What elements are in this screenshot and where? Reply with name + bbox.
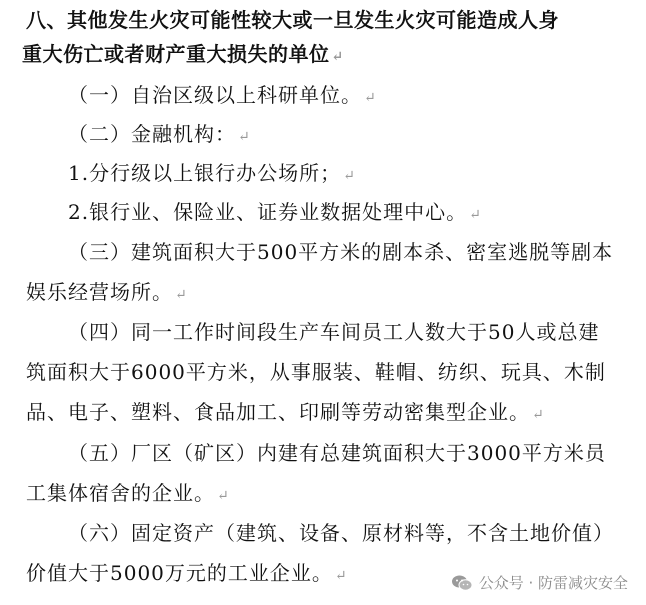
paragraph-mark: ↵ <box>334 568 348 584</box>
item-text: 工集体宿舍的企业。 <box>26 481 215 505</box>
watermark-text: 公众号 · 防雷减灾安全 <box>478 574 628 592</box>
item-6-line-1 <box>0 312 646 352</box>
paragraph-mark: ↵ <box>175 287 188 303</box>
item-7-line-2 <box>0 473 646 513</box>
item-6-line-2 <box>0 352 646 392</box>
item-text: （一）自治区级以上科研单位。 <box>68 83 362 107</box>
paragraph-mark: ↵ <box>469 207 482 223</box>
item-2 <box>0 114 646 154</box>
item-text: 筑面积大于6000平方米，从事服装、鞋帽、纺织、玩具、木制 <box>26 360 606 384</box>
item-6-line-3 <box>0 392 646 432</box>
item-text: 1.分行级以上银行办公场所； <box>68 161 342 185</box>
item-7-line-1 <box>0 433 646 473</box>
item-text: （三）建筑面积大于500平方米的剧本杀、密室逃脱等剧本 <box>68 240 614 264</box>
item-text: 娱乐经营场所。 <box>26 280 173 304</box>
item-5-line-2 <box>0 272 646 312</box>
item-5-line-1 <box>0 232 646 272</box>
heading-line-2 <box>0 34 646 74</box>
paragraph-mark: ↵ <box>238 129 251 145</box>
paragraph-mark: ↵ <box>343 168 356 184</box>
paragraph-mark: ↵ <box>217 488 230 504</box>
item-8-line-1 <box>0 513 646 553</box>
item-text: （六）固定资产（建筑、设备、原材料等，不含土地价值） <box>68 521 614 545</box>
item-text: （四）同一工作时间段生产车间员工人数大于50人或总建 <box>68 320 600 344</box>
item-text: 价值大于5000万元的工业企业。 <box>26 561 333 585</box>
item-text: 品、电子、塑料、食品加工、印刷等劳动密集型企业。 <box>26 400 530 424</box>
item-3 <box>0 153 646 193</box>
item-text: 2.银行业、保险业、证券业数据处理中心。 <box>68 200 468 224</box>
item-1 <box>0 75 646 115</box>
item-text: （五）厂区（矿区）内建有总建筑面积大于3000平方米员 <box>68 441 606 465</box>
wechat-icon <box>451 574 473 592</box>
heading-text-2: 重大伤亡或者财产重大损失的单位 <box>22 42 330 66</box>
watermark <box>451 572 628 593</box>
paragraph-mark: ↵ <box>331 49 344 65</box>
paragraph-mark: ↵ <box>532 407 545 423</box>
paragraph-mark: ↵ <box>364 90 377 106</box>
heading-text-1: 八、其他发生火灾可能性较大或一旦发生火灾可能造成人身 <box>26 8 559 32</box>
item-text: （二）金融机构： <box>68 122 236 146</box>
item-4 <box>0 192 646 232</box>
